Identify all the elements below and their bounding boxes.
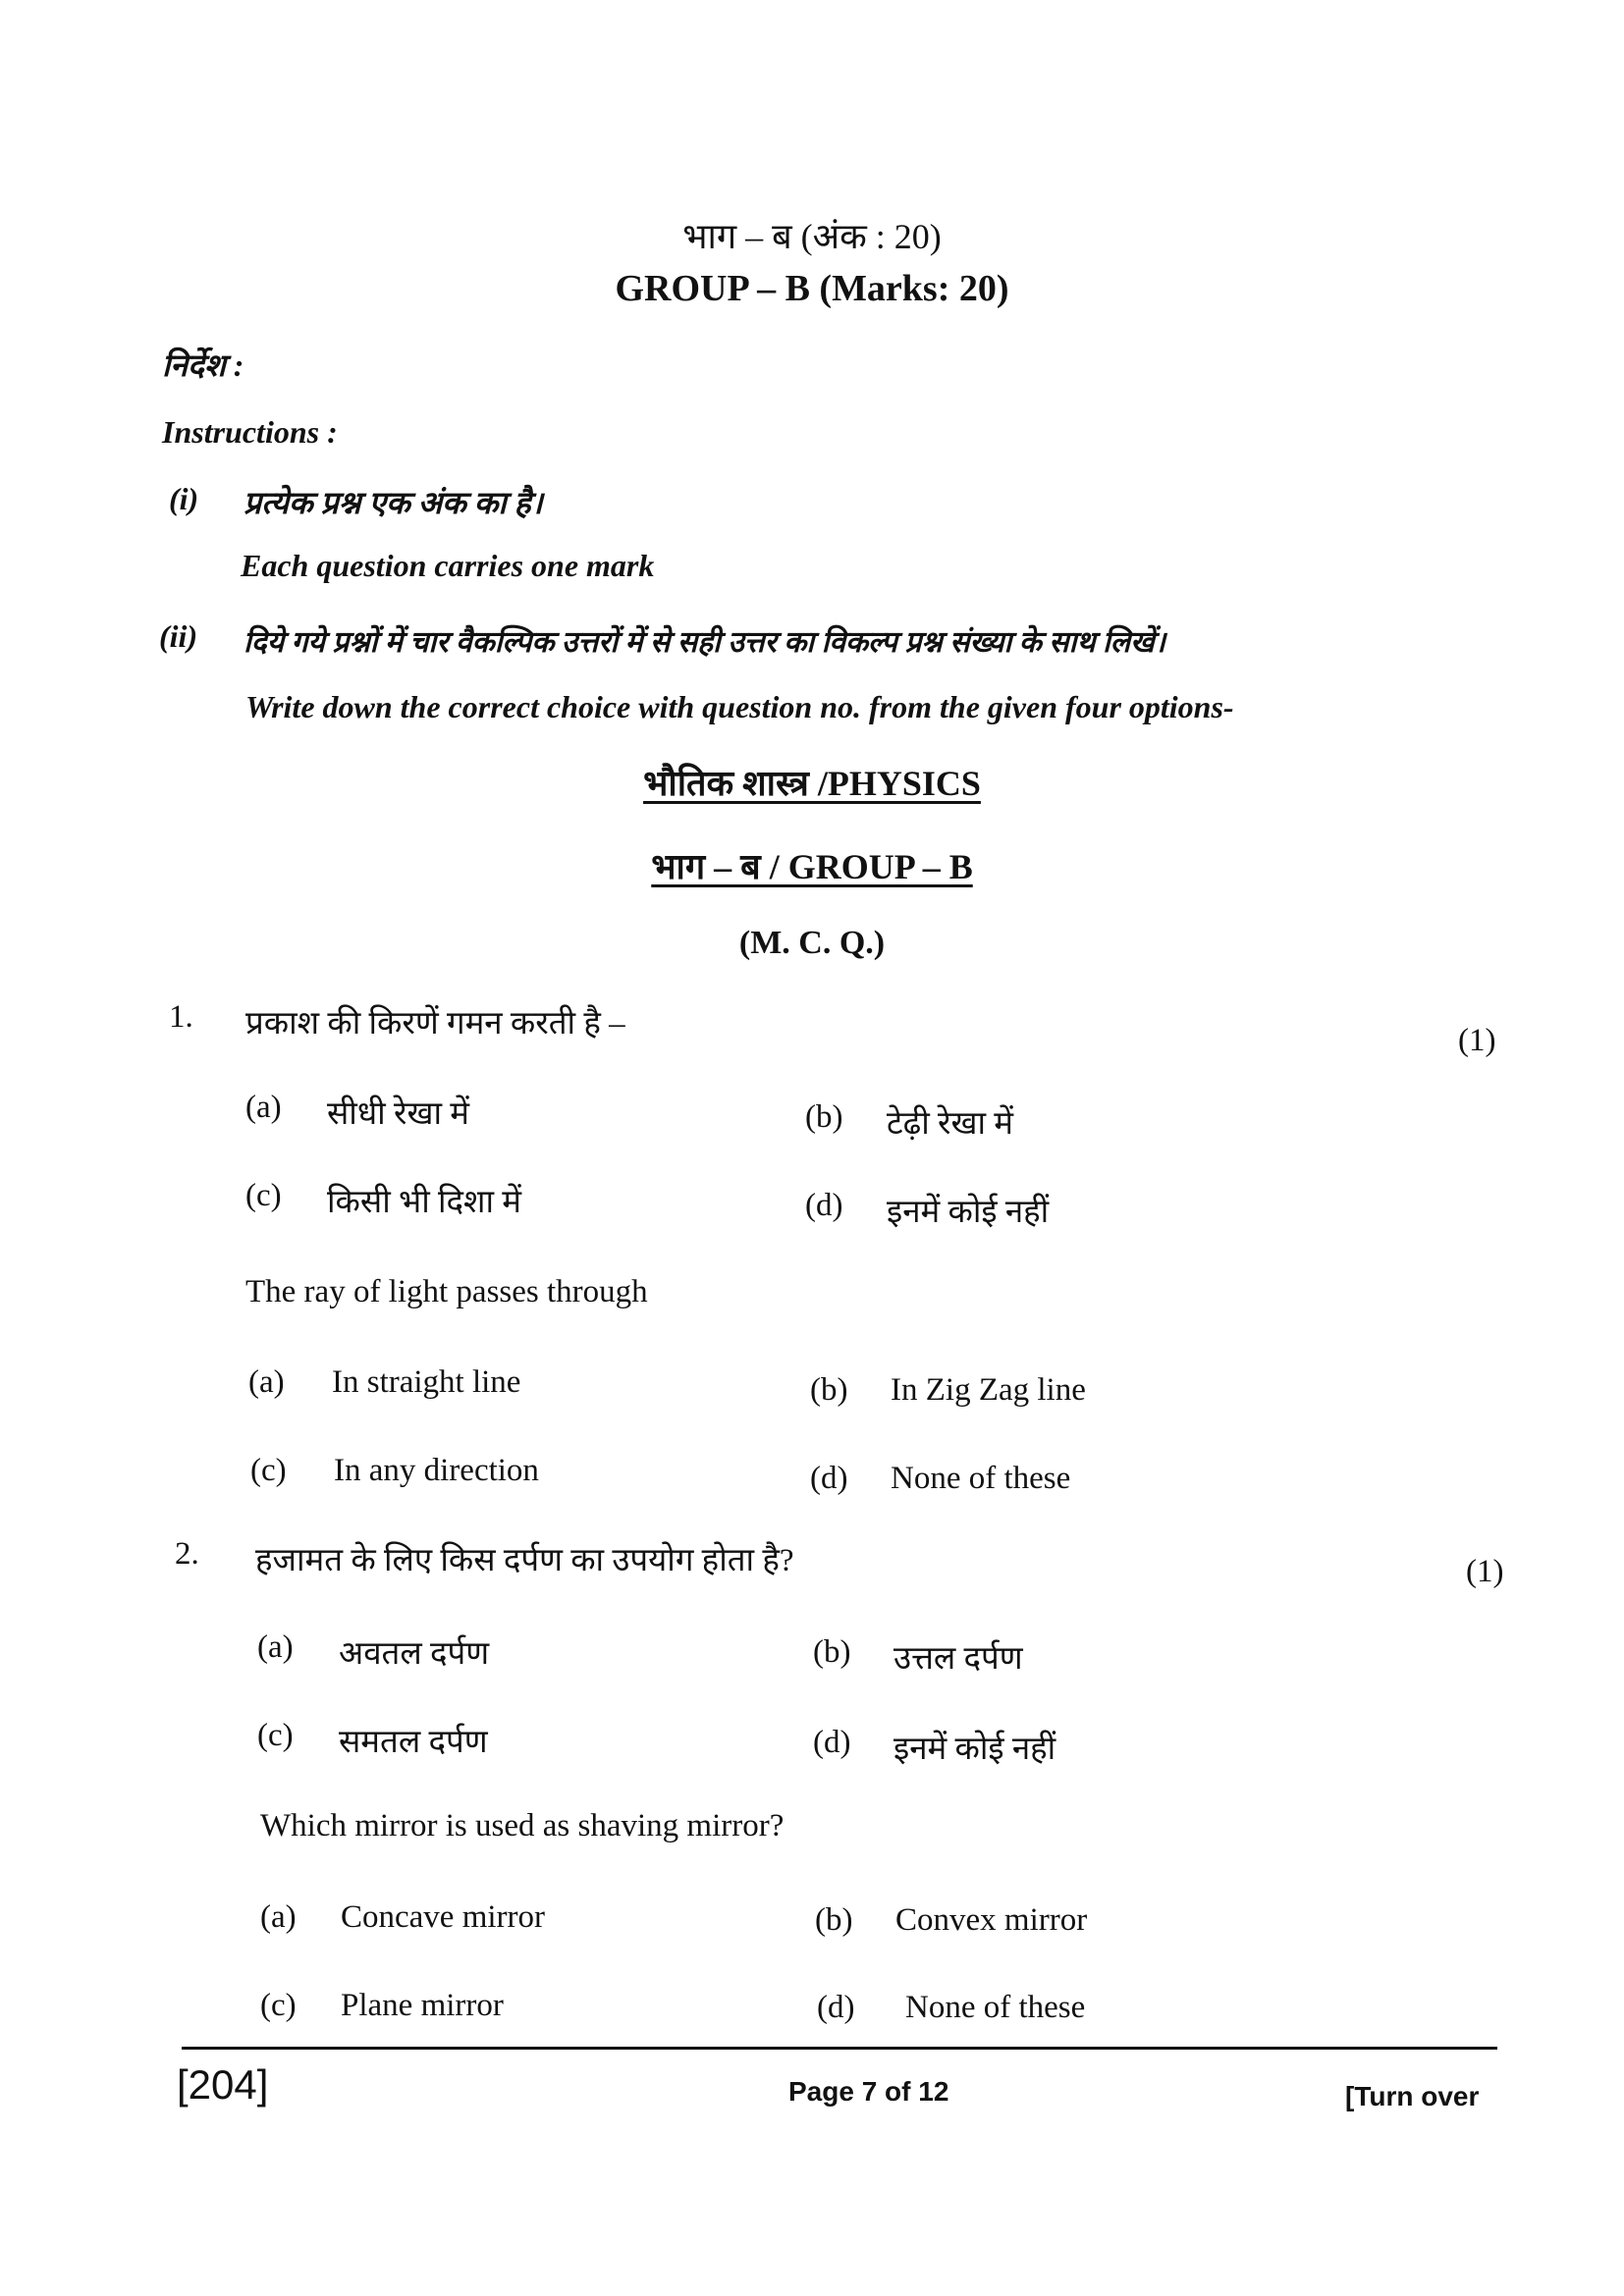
option-label: (c) — [245, 1178, 282, 1213]
option-text: None of these — [891, 1461, 1071, 1496]
instructions-hindi-label: निर्देश : — [162, 347, 244, 383]
option-label: (a) — [245, 1090, 282, 1125]
option-text: अवतल दर्पण — [339, 1636, 490, 1672]
group-heading: भाग – ब / GROUP – B — [651, 847, 973, 886]
option-text: इनमें कोई नहीं — [893, 1732, 1056, 1767]
option-text: None of these — [905, 1990, 1086, 2025]
option-label: (d) — [805, 1188, 843, 1223]
option-label: (a) — [260, 1899, 297, 1935]
mcq-heading: (M. C. Q.) — [738, 925, 886, 961]
question-marks: (1) — [1466, 1554, 1504, 1589]
question-marks: (1) — [1458, 1023, 1496, 1058]
option-text: Convex mirror — [895, 1902, 1088, 1938]
option-label: (c) — [260, 1988, 297, 2023]
question-number: 1. — [169, 999, 193, 1035]
page-number: Page 7 of 12 — [788, 2076, 949, 2107]
option-label: (c) — [250, 1453, 287, 1488]
option-text: इनमें कोई नहीं — [887, 1195, 1050, 1230]
paper-code: [204] — [177, 2061, 269, 2108]
instruction-hindi: दिये गये प्रश्नों में चार वैकल्पिक उत्तरों में से सही उत्तर का विकल्प प्रश्न संख्या के साथ लिखें। — [244, 626, 1166, 659]
instruction-num: (ii) — [159, 618, 198, 654]
option-label: (a) — [257, 1629, 294, 1665]
option-text: उत्तल दर्पण — [893, 1641, 1023, 1677]
instruction-hindi: प्रत्येक प्रश्न एक अंक का है। — [244, 485, 543, 520]
instruction-num: (i) — [169, 481, 199, 516]
option-label: (c) — [257, 1718, 294, 1753]
turn-over: [Turn over — [1345, 2081, 1480, 2111]
option-label: (d) — [813, 1725, 851, 1760]
option-label: (b) — [815, 1902, 853, 1938]
option-text: Plane mirror — [341, 1988, 504, 2023]
question-english: Which mirror is used as shaving mirror? — [260, 1808, 785, 1843]
footer-divider — [182, 2047, 1497, 2050]
option-text: In straight line — [332, 1364, 521, 1400]
option-text: In Zig Zag line — [891, 1372, 1086, 1408]
instruction-english: Each question carries one mark — [241, 548, 655, 583]
option-label: (d) — [817, 1990, 855, 2025]
option-text: In any direction — [334, 1453, 539, 1488]
instruction-english: Write down the correct choice with question no. from the given four options- — [245, 689, 1234, 724]
question-hindi: हजामत के लिए किस दर्पण का उपयोग होता है? — [255, 1543, 794, 1578]
option-text: टेढ़ी रेखा में — [887, 1106, 1014, 1142]
option-label: (b) — [813, 1634, 851, 1670]
question-hindi: प्रकाश की किरणें गमन करती है – — [245, 1006, 625, 1041]
option-text: किसी भी दिशा में — [327, 1185, 522, 1220]
question-number: 2. — [175, 1536, 199, 1572]
option-label: (b) — [810, 1372, 848, 1408]
option-text: समतल दर्पण — [339, 1725, 488, 1760]
option-label: (d) — [810, 1461, 848, 1496]
hindi-title: भाग – ब (अंक : 20) — [682, 217, 942, 256]
option-label: (b) — [805, 1099, 843, 1135]
question-english: The ray of light passes through — [245, 1274, 648, 1309]
option-label: (a) — [248, 1364, 285, 1400]
english-title: GROUP – B (Marks: 20) — [615, 268, 1009, 309]
instructions-english-label: Instructions : — [162, 414, 338, 450]
option-text: सीधी रेखा में — [327, 1096, 469, 1132]
subject-heading: भौतिक शास्त्र /PHYSICS — [643, 764, 981, 803]
option-text: Concave mirror — [341, 1899, 546, 1935]
